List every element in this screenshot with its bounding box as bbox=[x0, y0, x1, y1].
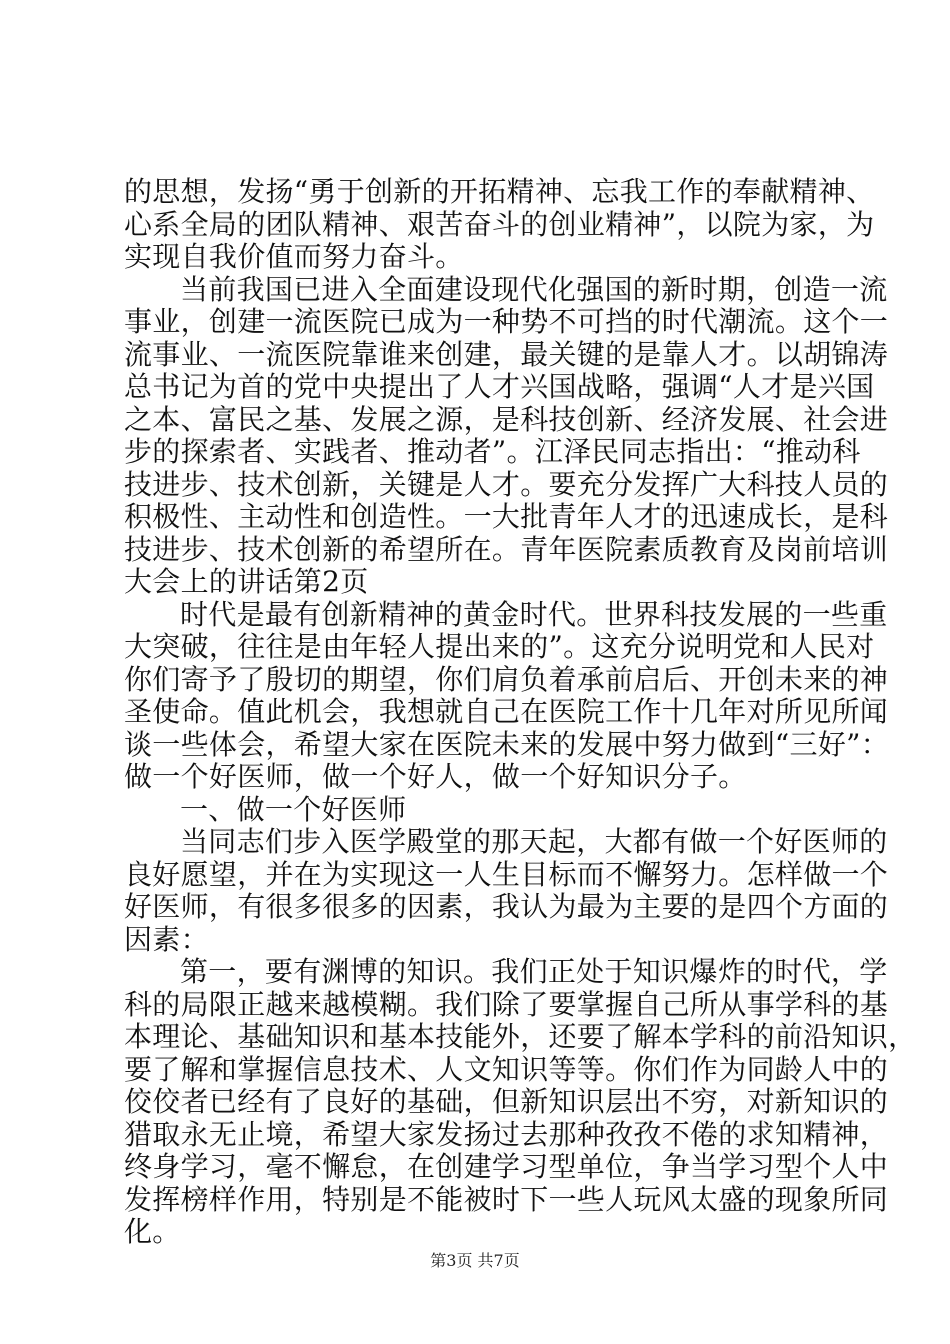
text-line: 好医师，有很多很多的因素，我认为最为主要的是四个方面的 bbox=[124, 890, 889, 923]
text-line: 大会上的讲话第2页 bbox=[124, 565, 369, 598]
text-line: 要了解和掌握信息技术、人文知识等等。你们作为同龄人中的 bbox=[124, 1052, 889, 1086]
text-line: 因素： bbox=[124, 922, 209, 956]
text-line: 佼佼者已经有了良好的基础，但新知识层出不穷，对新知识的 bbox=[124, 1085, 889, 1118]
text-line: 终身学习，毫不懈怠，在创建学习型单位，争当学习型个人中 bbox=[124, 1150, 889, 1183]
text-line: 当同志们步入医学殿堂的那天起，大都有做一个好医师的 bbox=[180, 825, 888, 858]
page-footer: 第3页 共7页 bbox=[430, 1251, 520, 1270]
text-line: 本理论、基础知识和基本技能外，还要了解本学科的前沿知识， bbox=[124, 1020, 917, 1053]
text-line: 步的探索者、实践者、推动者”。江泽民同志指出：“推动科 bbox=[124, 435, 861, 468]
text-line: 的思想，发扬“勇于创新的开拓精神、忘我工作的奉献精神、 bbox=[124, 175, 875, 208]
text-line: 科的局限正越来越模糊。我们除了要掌握自己所从事学科的基 bbox=[124, 987, 889, 1021]
text-line: 积极性、主动性和创造性。一大批青年人才的迅速成长，是科 bbox=[124, 500, 889, 533]
text-line: 技进步、技术创新，关键是人才。要充分发挥广大科技人员的 bbox=[124, 467, 889, 501]
text-line: 流事业、一流医院靠谁来创建，最关键的是靠人才。以胡锦涛 bbox=[124, 337, 889, 371]
text-line: 发挥榜样作用，特别是不能被时下一些人玩风太盛的现象所同 bbox=[124, 1182, 889, 1216]
text-line: 大突破，往往是由年轻人提出来的”。这充分说明党和人民对 bbox=[124, 630, 875, 663]
text-line: 化。 bbox=[124, 1215, 181, 1248]
text-line: 猎取永无止境，希望大家发扬过去那种孜孜不倦的求知精神， bbox=[124, 1117, 889, 1151]
text-line: 当前我国已进入全面建设现代化强国的新时期，创造一流 bbox=[180, 272, 888, 306]
text-line: 总书记为首的党中央提出了人才兴国战略，强调“人才是兴国 bbox=[124, 370, 875, 403]
text-line: 技进步、技术创新的希望所在。青年医院素质教育及岗前培训 bbox=[124, 532, 889, 566]
text-line: 之本、富民之基、发展之源，是科技创新、经济发展、社会进 bbox=[124, 402, 889, 436]
text-line: 做一个好医师，做一个好人，做一个好知识分子。 bbox=[124, 760, 747, 793]
text-line: 第一，要有渊博的知识。我们正处于知识爆炸的时代，学 bbox=[180, 955, 888, 988]
text-line: 一、做一个好医师 bbox=[180, 792, 407, 826]
text-line: 谈一些体会，希望大家在医院未来的发展中努力做到“三好”： bbox=[124, 727, 890, 761]
text-line: 你们寄予了殷切的期望，你们肩负着承前启后、开创未来的神 bbox=[124, 662, 889, 696]
text-line: 圣使命。值此机会，我想就自己在医院工作十几年对所见所闻 bbox=[124, 695, 889, 728]
text-line: 事业，创建一流医院已成为一种势不可挡的时代潮流。这个一 bbox=[124, 305, 889, 338]
text-line: 良好愿望，并在为实现这一人生目标而不懈努力。怎样做一个 bbox=[124, 857, 889, 891]
text-line: 心系全局的团队精神、艰苦奋斗的创业精神”，以院为家，为 bbox=[124, 207, 875, 241]
document-body bbox=[124, 175, 917, 1249]
text-line: 实现自我价值而努力奋斗。 bbox=[124, 240, 464, 273]
text-line: 时代是最有创新精神的黄金时代。世界科技发展的一些重 bbox=[180, 597, 888, 631]
